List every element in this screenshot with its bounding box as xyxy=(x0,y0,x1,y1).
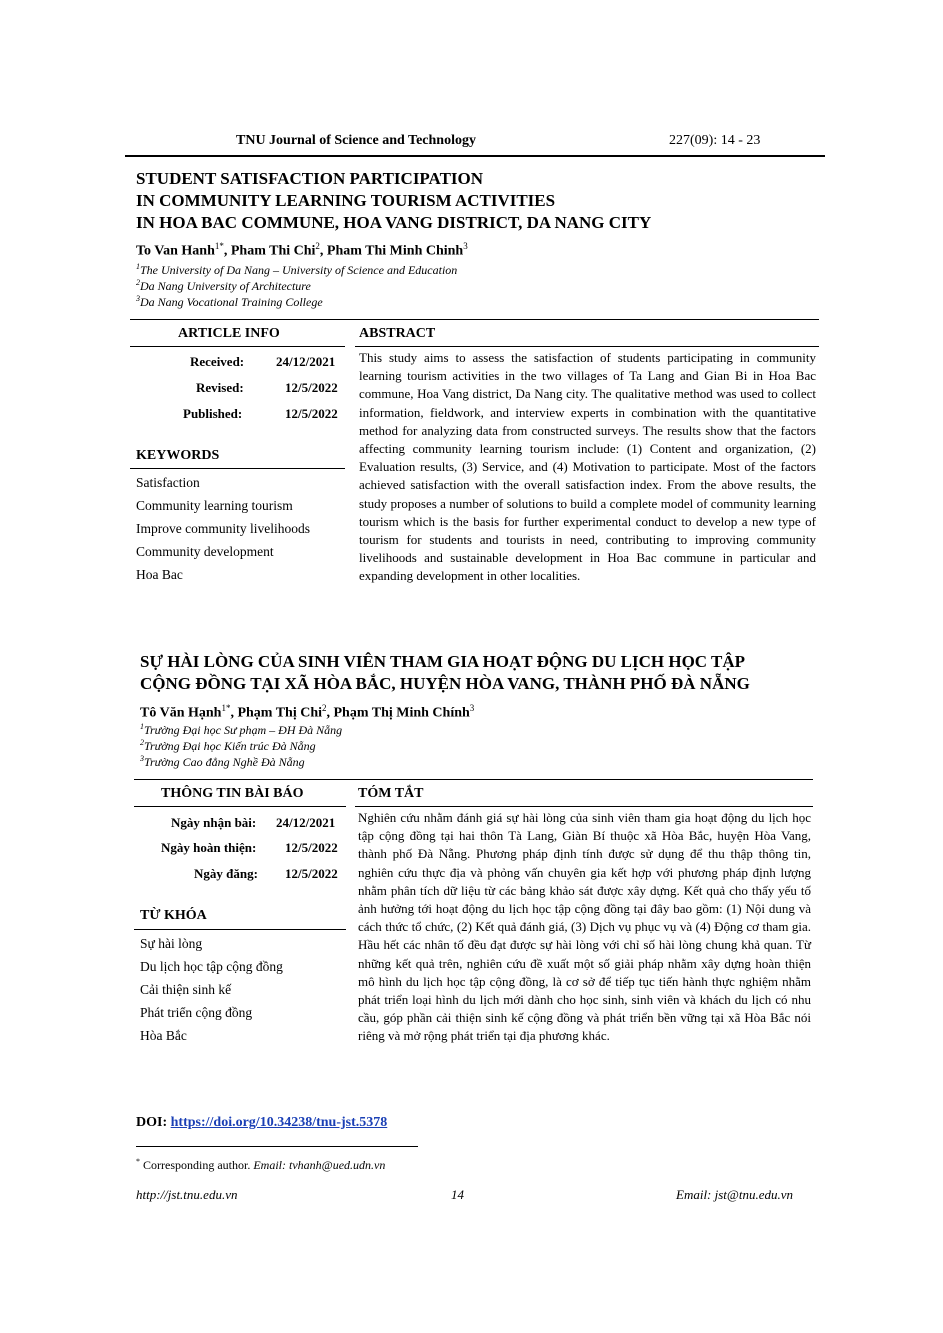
affiliation: $^1$The University of Da Nang – University of Science and Education xyxy=(136,262,458,277)
keyword: Sự hài lòng xyxy=(140,936,203,951)
page-number: 14 xyxy=(451,1187,464,1202)
footer-email: Email: jst@tnu.edu.vn xyxy=(676,1187,794,1202)
date-value: 12/5/2022 xyxy=(285,406,338,421)
author-sup: 1* xyxy=(214,241,224,251)
date-label: Published: xyxy=(183,406,243,421)
affiliation: $^2$Trường Đại học Kiến trúc Đà Nẵng xyxy=(140,738,316,753)
date-value: 24/12/2021 xyxy=(276,815,336,830)
corresponding-label: Corresponding author. xyxy=(143,1158,251,1172)
author-name: Pham Thi Minh Chinh xyxy=(326,243,464,259)
footer-url[interactable]: http://jst.tnu.edu.vn xyxy=(136,1187,238,1202)
footnote-rule xyxy=(136,1146,418,1147)
keywords-rule xyxy=(130,468,345,469)
english-authors: To Van Hanh$^{1*}$, Pham Thi Chi$^2$, Pham Thi Minh Chinh$^3$ xyxy=(136,241,468,259)
author-sup: 2 xyxy=(322,703,327,713)
keyword: Hòa Bắc xyxy=(140,1028,187,1043)
affiliation: $^1$Trường Đại học Sư phạm – ĐH Đà Nẵng xyxy=(140,722,343,737)
keyword: Cải thiện sinh kế xyxy=(140,982,232,997)
keyword: Phát triển cộng đồng xyxy=(140,1005,253,1020)
vietnamese-title xyxy=(140,651,820,695)
keyword: Satisfaction xyxy=(136,475,200,490)
corresponding-author xyxy=(136,1157,385,1173)
date-label: Ngày đăng: xyxy=(194,866,258,881)
date-label: Received: xyxy=(190,354,245,369)
author-name: Tô Văn Hạnh xyxy=(140,705,222,721)
keyword: Community learning tourism xyxy=(136,498,293,513)
date-value: 24/12/2021 xyxy=(276,354,336,369)
author-sup: 2 xyxy=(315,241,320,251)
author-sup: 3 xyxy=(463,241,468,251)
date-label: Revised: xyxy=(196,380,244,395)
volume-pages: 227(09): 14 - 23 xyxy=(669,133,761,148)
date-value: 12/5/2022 xyxy=(285,840,338,855)
vietnamese-abstract-text: Nghiên cứu nhằm đánh giá sự hài lòng của sinh viên tham gia hoạt động du lịch học tập cộng đồng tại hai thôn Tà Lang, Giàn Bí thuộc xã Hòa Bắc, huyện Hòa Vang, thành phố Đà Nẵng. Phương pháp định tính được sử dụng để thu thập thông tin, nghiên cứu thực địa và phỏng vấn chuyên gia kết hợp với phương pháp định lượng nhằm phân tích dữ liệu từ các bảng khảo sát được xây dựng. Kết quả cho thấy yếu tố ảnh hưởng tới hoạt động du lịch học tập cộng đồng tại đây bao gồm: (1) Nội dung và cách thức tổ chức, (2) Kết quả đánh giá, (3) Dịch vụ phục vụ và (4) Động cơ tham gia. Hầu hết các nhân tố đều đạt được sự hài lòng với chỉ số hài lòng chung khả quan. Từ những kết quả trên, nghiên cứu đề xuất một số giải pháp nhằm xây dựng hoàn thiện mô hình du lịch học tập cộng đồng, là cơ sở để tiếp tục tiến hành thực nghiệm nhằm phát triển loại hình du lịch mới dành cho học sinh, sinh viên và khách du lịch có nhu cầu, góp phần cải thiện sinh kế cộng đồng và phát triển bền vững tại xã Hòa Bắc nói riêng và mở rộng phát triển tại địa phương khác. xyxy=(358,810,811,1044)
doi-label: DOI: xyxy=(136,1115,168,1130)
keyword: Community development xyxy=(136,544,274,559)
keyword: Hoa Bac xyxy=(136,567,183,582)
author-name: To Van Hanh xyxy=(136,243,215,259)
doi xyxy=(136,1115,387,1131)
english-title-line: IN COMMUNITY LEARNING TOURISM ACTIVITIES xyxy=(136,191,556,210)
date-label: Ngày nhận bài: xyxy=(171,815,257,830)
date-label: Ngày hoàn thiện: xyxy=(161,840,257,855)
keywords-rule xyxy=(134,929,346,930)
affiliation: $^3$Da Nang Vocational Training College xyxy=(136,294,323,309)
abstract-heading: ABSTRACT xyxy=(359,326,436,341)
journal-name: TNU Journal of Science and Technology xyxy=(236,133,476,148)
corresponding-email[interactable]: tvhanh@ued.udn.vn xyxy=(289,1158,386,1172)
info-rule xyxy=(134,806,346,807)
abstract-heading-vn: TÓM TẮT xyxy=(358,786,424,801)
affiliation: $^2$Da Nang University of Architecture xyxy=(136,278,311,293)
vietnamese-title-line: CỘNG ĐỒNG TẠI XÃ HÒA BẮC, HUYỆN HÒA VANG, THÀNH PHỐ ĐÀ NẴNG xyxy=(140,674,750,693)
abstract-rule xyxy=(355,346,819,347)
section-rule xyxy=(130,319,819,320)
author-sup: 3 xyxy=(469,703,475,713)
keyword: Improve community livelihoods xyxy=(136,521,310,536)
author-name: Pham Thi Chi xyxy=(230,243,316,259)
header-rule xyxy=(125,155,825,157)
article-info-heading-vn: THÔNG TIN BÀI BÁO xyxy=(161,786,304,801)
keywords-heading-vn: TỪ KHÓA xyxy=(140,908,207,923)
affiliation: $^3$Trường Cao đẳng Nghề Đà Nẵng xyxy=(140,754,305,769)
vietnamese-title-line: SỰ HÀI LÒNG CỦA SINH VIÊN THAM GIA HOẠT ĐỘNG DU LỊCH HỌC TẬP xyxy=(140,652,746,671)
keywords-heading: KEYWORDS xyxy=(136,448,220,463)
author-sup: 1* xyxy=(221,703,231,713)
email-label: Email: xyxy=(253,1158,286,1172)
date-value: 12/5/2022 xyxy=(285,380,338,395)
english-title xyxy=(136,168,826,234)
doi-link[interactable]: https://doi.org/10.34238/tnu-jst.5378 xyxy=(170,1115,388,1130)
abstract-rule xyxy=(355,806,813,807)
keyword: Du lịch học tập cộng đồng xyxy=(140,959,283,974)
info-rule xyxy=(130,346,345,347)
date-value: 12/5/2022 xyxy=(285,866,338,881)
article-info-heading: ARTICLE INFO xyxy=(178,326,280,341)
english-title-line: IN HOA BAC COMMUNE, HOA VANG DISTRICT, DA NANG CITY xyxy=(136,213,652,232)
english-abstract-text: This study aims to assess the satisfaction of students participating in community learning tourism activities in the two villages of Ta Lang and Gian Bi in Hoa Bac commune, Hoa Vang district, Da Nang city. The qualitative method was used to collect information, fieldwork, and interview experts in combination with the quantitative method for analyzing data from constructed surveys. The results show that the factors affecting community learning tourism include: (1) Content and organization, (2) Evaluation results, (3) Service, and (4) Motivation to participate. Most of the factors achieved satisfaction with the overall satisfaction index. From the above results, the study proposes a number of solutions to build a complete model of community learning tourism which is the basis for further experimental conduct to develop a new type of tourism for students and tourists in need, contributing to improving community livelihoods and sustainable development in Hoa Bac commune in particular and expanding development in other localities. xyxy=(359,350,816,584)
author-name: Phạm Thị Minh Chính xyxy=(333,705,470,721)
footnote-mark: * xyxy=(136,1157,140,1166)
author-name: Phạm Thị Chi xyxy=(237,705,322,721)
vietnamese-authors: Tô Văn Hạnh$^{1*}$, Phạm Thị Chi$^2$, Phạm Thị Minh Chính$^3$ xyxy=(140,703,475,721)
section-rule xyxy=(134,779,813,780)
english-title-line: STUDENT SATISFACTION PARTICIPATION xyxy=(136,169,484,188)
